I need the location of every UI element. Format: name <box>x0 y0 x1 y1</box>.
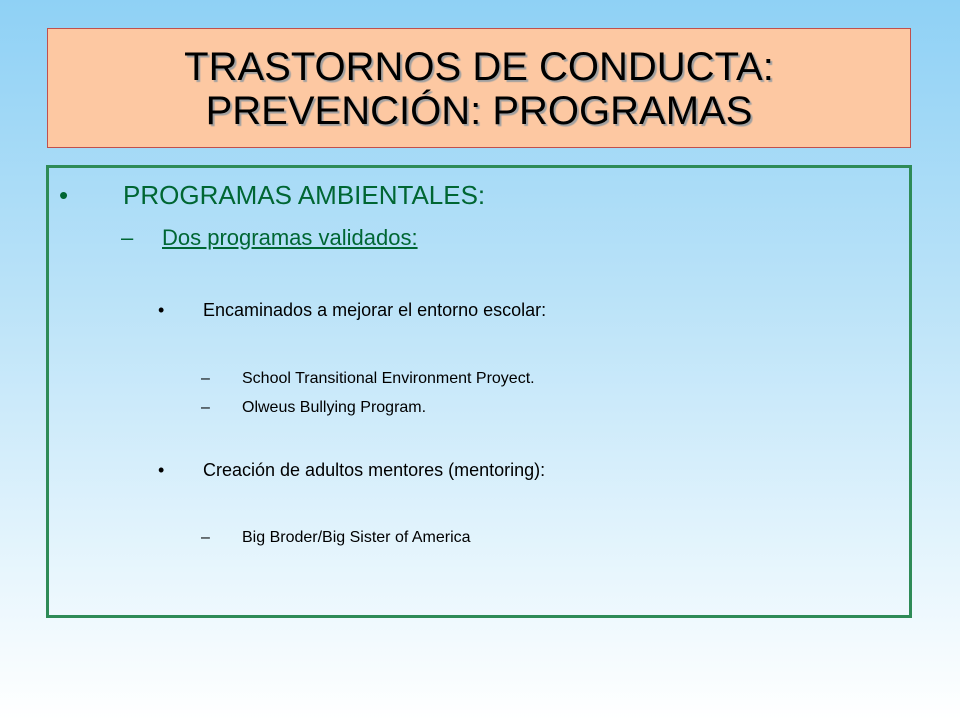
subheading-dash: – <box>121 225 134 250</box>
subheading-text: Dos programas validados: <box>162 225 418 250</box>
group-1-item-1-text: School Transitional Environment Proyect. <box>242 370 535 387</box>
heading-bullet: • <box>59 180 69 210</box>
group-1-item-1-dash: – <box>201 370 210 387</box>
slide-title-box <box>47 28 911 148</box>
group-2-item-1-dash: – <box>201 529 210 546</box>
slide-title-line-1: TRASTORNOS DE CONDUCTA: <box>184 45 774 89</box>
group-2-text: Creación de adultos mentores (mentoring): <box>203 460 546 480</box>
group-1-bullet: • <box>158 300 165 320</box>
slide-title-line-2: PREVENCIÓN: PROGRAMAS <box>205 89 753 133</box>
heading-text: PROGRAMAS AMBIENTALES: <box>123 180 486 210</box>
content-box <box>46 165 912 618</box>
group-2-bullet: • <box>158 460 165 480</box>
group-1-item-2-dash: – <box>201 399 210 416</box>
group-1-item-2-text: Olweus Bullying Program. <box>242 399 427 416</box>
group-1-text: Encaminados a mejorar el entorno escolar: <box>203 300 547 320</box>
group-2-item-1-text: Big Broder/Big Sister of America <box>242 529 471 546</box>
